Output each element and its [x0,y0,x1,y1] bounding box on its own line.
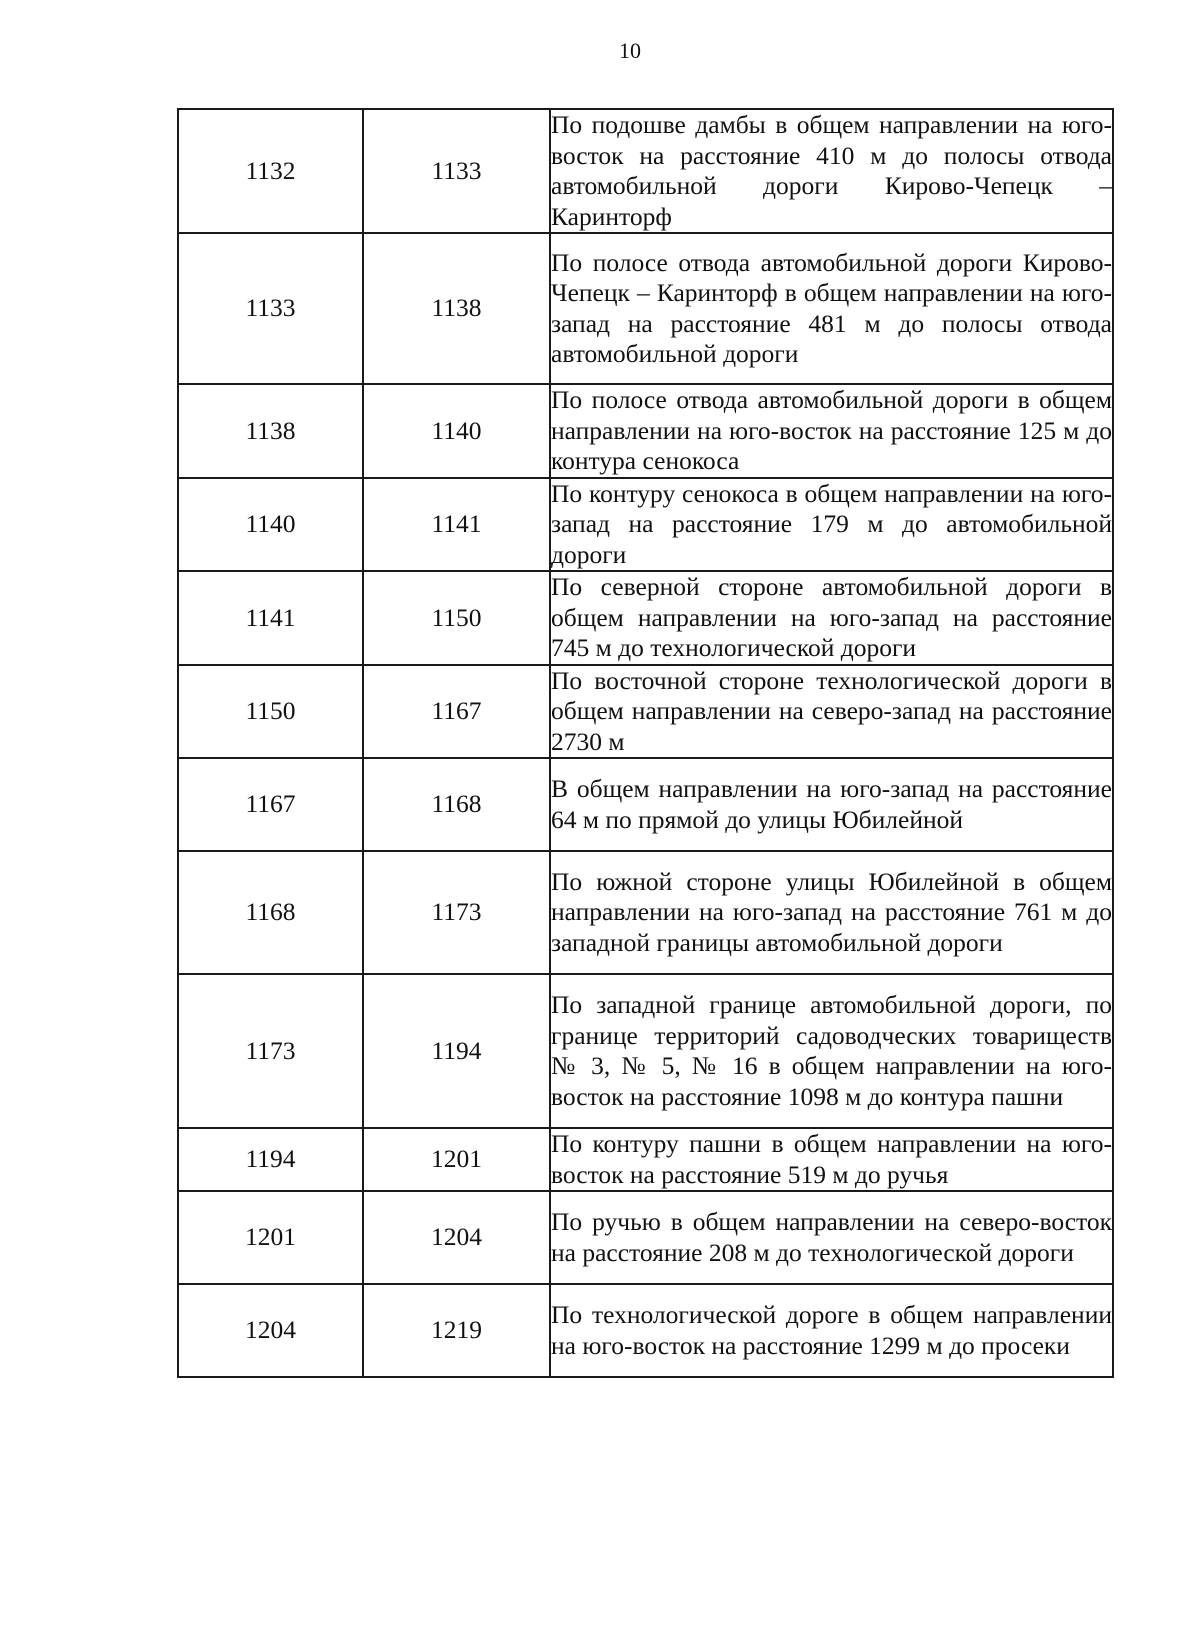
point-to-cell: 1140 [363,384,550,478]
description-cell: По подошве дамбы в общем направлении на юго-восток на расстояние 410 м до полосы отвода автомобильной дороги Кирово-Чепецк – Каринторф [550,109,1113,233]
description-cell: По северной стороне автомобильной дороги в общем направлении на юго-запад на расстояние 745 м до технологической дороги [550,571,1113,665]
point-from-cell: 1173 [178,974,363,1128]
table-row [178,974,1113,1128]
point-from-cell: 1133 [178,233,363,384]
description-cell: По контуру сенокоса в общем направлении на юго-запад на расстояние 179 м до автомобильной дороги [550,478,1113,572]
point-from-cell: 1204 [178,1284,363,1377]
point-to-cell: 1133 [363,109,550,233]
table-row [178,384,1113,478]
table-row [178,758,1113,851]
description-cell: В общем направлении на юго-запад на расстояние 64 м по прямой до улицы Юбилейной [550,758,1113,851]
point-from-cell: 1201 [178,1191,363,1284]
description-cell: По полосе отвода автомобильной дороги в общем направлении на юго-восток на расстояние 125 м до контура сенокоса [550,384,1113,478]
point-to-cell: 1150 [363,571,550,665]
table-row [178,109,1113,233]
point-from-cell: 1132 [178,109,363,233]
table-row [178,1284,1113,1377]
point-to-cell: 1168 [363,758,550,851]
point-from-cell: 1168 [178,851,363,974]
point-to-cell: 1201 [363,1128,550,1191]
table-row [178,571,1113,665]
point-to-cell: 1204 [363,1191,550,1284]
point-to-cell: 1219 [363,1284,550,1377]
description-cell: По западной границе автомобильной дороги, по границе территорий садоводческих товариществ № 3, № 5, № 16 в общем направлении на юго-восток на расстояние 1098 м до контура пашни [550,974,1113,1128]
description-cell: По контуру пашни в общем направлении на юго-восток на расстояние 519 м до ручья [550,1128,1113,1191]
page-number: 10 [619,38,641,63]
point-to-cell: 1141 [363,478,550,572]
point-to-cell: 1173 [363,851,550,974]
table-row [178,1191,1113,1284]
description-cell: По южной стороне улицы Юбилейной в общем направлении на юго-запад на расстояние 761 м до западной границы автомобильной дороги [550,851,1113,974]
point-to-cell: 1138 [363,233,550,384]
point-to-cell: 1167 [363,665,550,759]
point-from-cell: 1167 [178,758,363,851]
point-to-cell: 1194 [363,974,550,1128]
table-row [178,851,1113,974]
point-from-cell: 1140 [178,478,363,572]
point-from-cell: 1150 [178,665,363,759]
point-from-cell: 1194 [178,1128,363,1191]
description-cell: По технологической дороге в общем направлении на юго-восток на расстояние 1299 м до просеки [550,1284,1113,1377]
table-row [178,233,1113,384]
point-from-cell: 1141 [178,571,363,665]
point-from-cell: 1138 [178,384,363,478]
table-row [178,1128,1113,1191]
boundary-description-table [177,108,1114,1378]
description-cell: По полосе отвода автомобильной дороги Кирово-Чепецк – Каринторф в общем направлении на юго-запад на расстояние 481 м до полосы отвода автомобильной дороги [550,233,1113,384]
table-row [178,665,1113,759]
table-row [178,478,1113,572]
description-cell: По восточной стороне технологической дороги в общем направлении на северо-запад на расстояние 2730 м [550,665,1113,759]
description-cell: По ручью в общем направлении на северо-восток на расстояние 208 м до технологической дороги [550,1191,1113,1284]
